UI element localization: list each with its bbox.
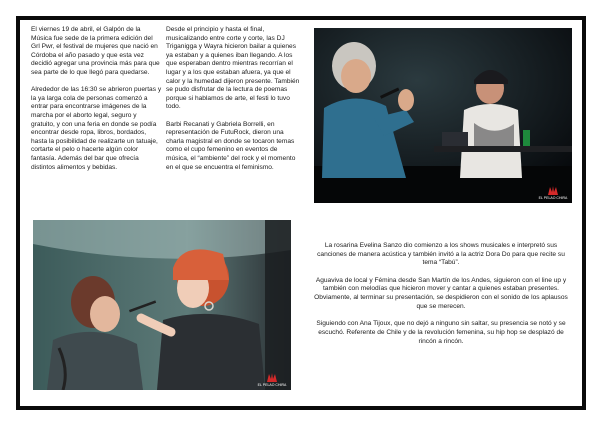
paragraph: Siguiendo con Ana Tijoux, que no dejó a ninguno sin saltar, su presencia se notó y se escuchó. Referente de Chile y de la revolución femenina, su hip hop se desplazó de rincón a rincón. [316, 320, 566, 345]
logo-icon [266, 372, 278, 383]
photo-backstage-makeup [33, 220, 291, 390]
photo-illustration [33, 220, 291, 390]
page-frame [16, 16, 586, 410]
paragraph: Alrededor de las 16:30 se abrieron puertas y la ya larga cola de personas comenzó a entrar para encontrarse imágenes de la marcha por el aborto legal, seguro y gratuito, y con una feria en donde se podía encontrar desde ropa, libros, bordados, hasta la posibilidad de realizarte un tatuaje, cortarte el pelo o hacerte algún color fantasía. Además del bar que ofrecía distintos alimentos y bebidas. [31, 86, 162, 171]
paragraph: Desde el principio y hasta el final, musicalizando entre corte y corte, las DJ Triganigga y Wayra hicieron bailar a quienes ya estaban y a quienes iban llegando. A los que esperaban dentro mientras recorrían el lugar y a los que estaban afuera, ya que el calor y la humedad dijeron presente. También se pudo disfrutar de la lectura de poemas porque si hablamos de arte, el festi lo tuvo todo. [166, 26, 300, 111]
photo-illustration [314, 28, 572, 203]
logo-text: EL PELAO CHIRA [538, 196, 568, 200]
paragraph: La rosarina Evelina Sanzo dio comienzo a los shows musicales e interpretó sus canciones de manera acústica y también invitó a la actriz Dora Do para que recite su tema “Tabú”. [317, 242, 565, 267]
paragraph: Aguaviva de local y Fémina desde San Martín de los Andes, siguieron con el line up y también con melodías que hicieron mover y cantar a quienes estaban presentes. Obviamente, al terminar su presentación, se despidieron con el sonido de los aplausos que se merecen. [314, 276, 568, 310]
watermark-logo [257, 372, 287, 387]
text-column-3 [310, 242, 572, 355]
paragraph: El viernes 19 de abril, el Galpón de la Música fue sede de la primera edición del Grl Pwr, el festival de mujeres que nació en Córdoba el año pasado y que esta vez decidió agregar una provincia más para que sea parte de lo que llegó para quedarse. [31, 26, 160, 76]
logo-text: EL PELAO CHIRA [257, 383, 287, 387]
paragraph: Barbi Recanati y Gabriela Borrelli, en representación de FutuRock, dieron una charla magistral en donde se tocaron temas como el cupo femenino en eventos de música, el “ambiente” del rock y el momento en el que se encuentra el feminismo. [166, 120, 296, 171]
text-column-2 [166, 26, 301, 181]
logo-icon [547, 185, 559, 196]
text-column-1 [31, 26, 162, 181]
watermark-logo [538, 185, 568, 200]
photo-talk-stage [314, 28, 572, 203]
